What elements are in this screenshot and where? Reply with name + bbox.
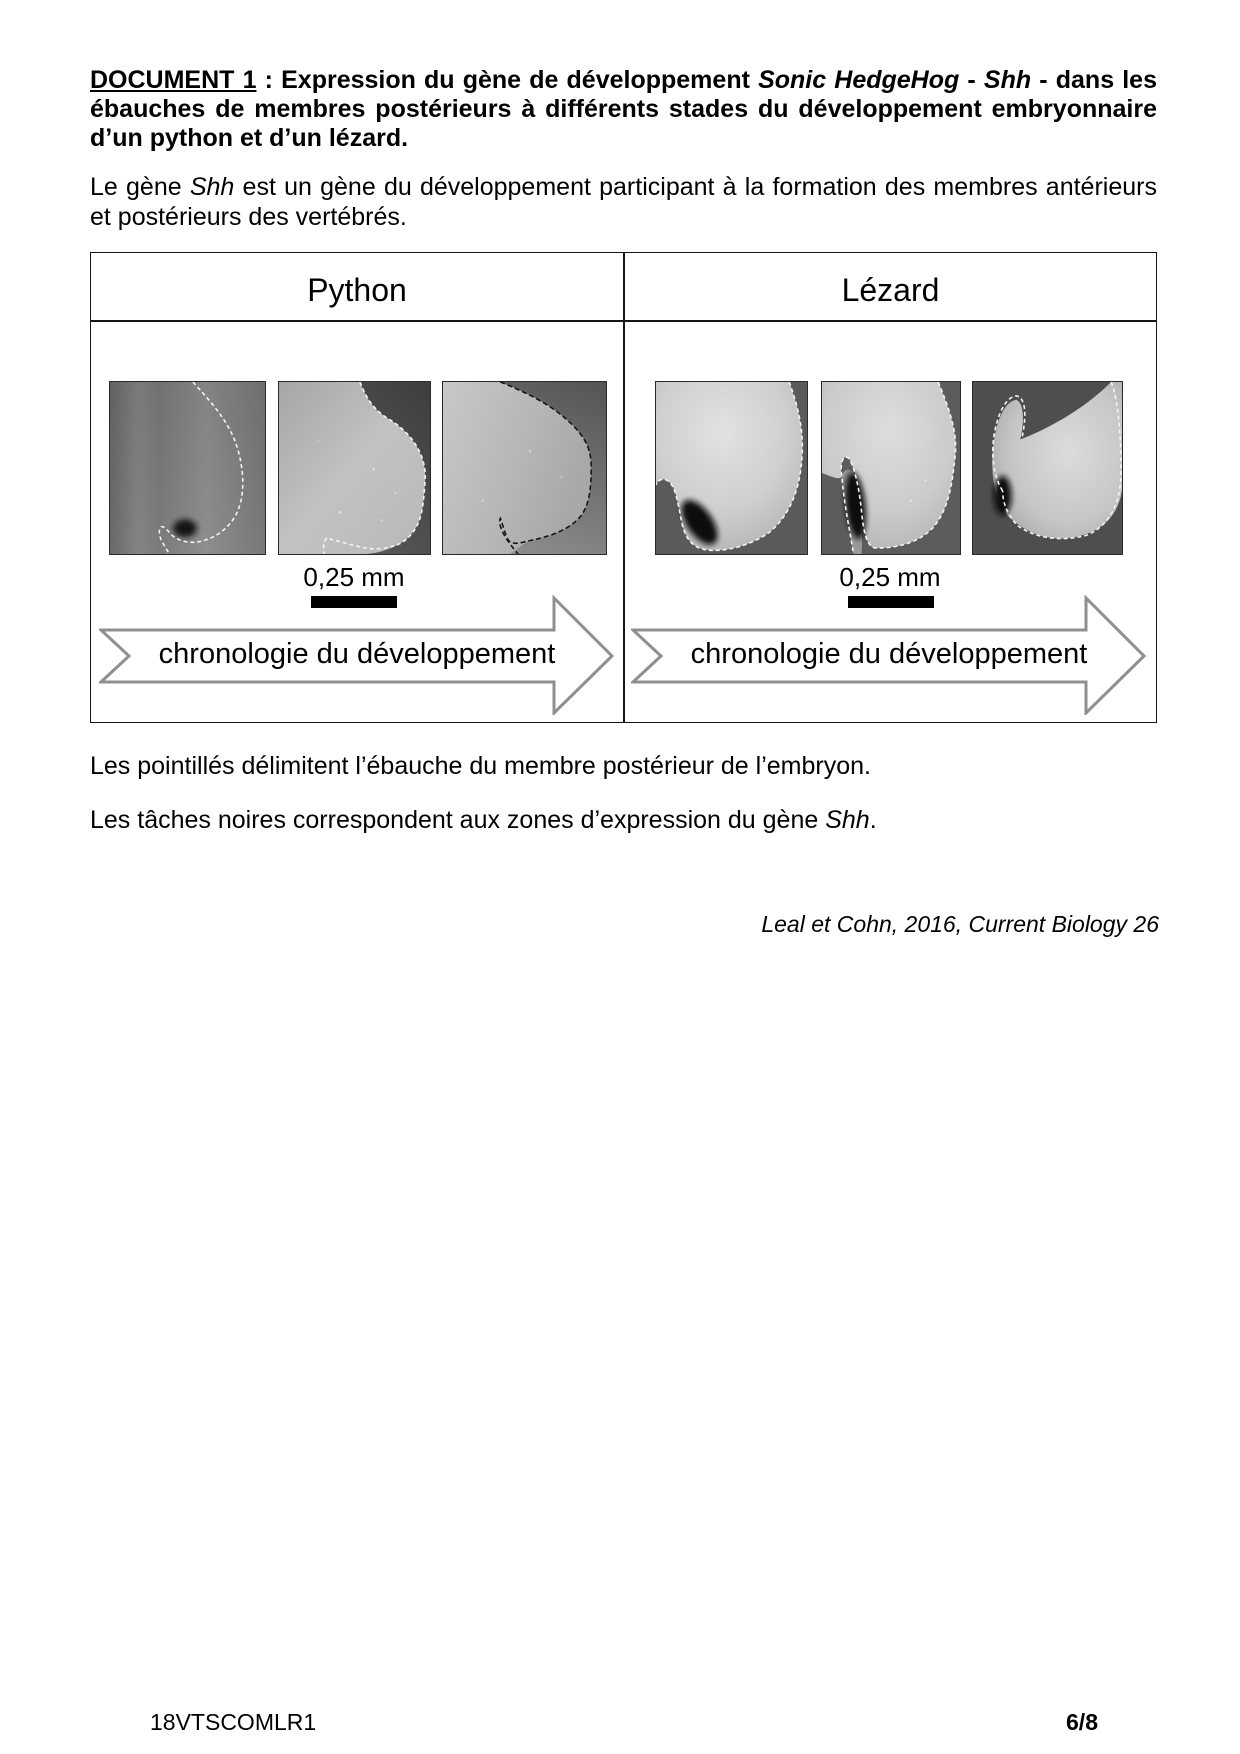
python-stage-2-photo	[278, 381, 431, 555]
intro-text-before: Le gène	[90, 173, 190, 201]
python-arrow-label: chronologie du développement	[158, 638, 556, 670]
footer-page-number: 6/8	[1066, 1709, 1098, 1735]
gene-full-name: Sonic HedgeHog	[758, 66, 960, 94]
lizard-panel	[624, 252, 1157, 723]
lizard-stage-2-photo	[821, 381, 961, 555]
source-citation: Leal et Cohn, 2016, Current Biology 26	[761, 911, 1159, 937]
document-title	[90, 66, 1157, 153]
python-header: Python	[307, 272, 407, 308]
title-dash: -	[959, 66, 984, 94]
lizard-stage-3-photo	[972, 381, 1123, 555]
note-text-after: .	[869, 806, 877, 834]
intro-gene-symbol: Shh	[189, 173, 235, 201]
lizard-scale-label: 0,25 mm	[839, 562, 941, 592]
intro-paragraph	[90, 172, 1157, 232]
title-separator: :	[256, 66, 282, 94]
lizard-arrow-label: chronologie du développement	[690, 638, 1088, 670]
document-label: DOCUMENT 1	[90, 66, 257, 94]
lizard-stage-1-photo	[655, 381, 808, 555]
gene-symbol: Shh	[983, 66, 1032, 94]
python-stage-1-photo	[109, 381, 266, 555]
intro-text-after: est un gène du développement participant à la formation des membres antérieurs et postérieurs des vertébrés.	[90, 173, 1157, 231]
python-stage-3-photo	[442, 381, 607, 555]
lizard-header: Lézard	[841, 272, 940, 308]
title-text-before: Expression du gène de développement	[281, 66, 759, 94]
python-scale-label: 0,25 mm	[303, 562, 405, 592]
title-text-after: - dans les ébauches de membres postérieurs à différents stades du développement embryonnaire d’un python et d’un lézard.	[90, 66, 1157, 152]
note-gene-symbol: Shh	[825, 806, 870, 834]
note-text-before: Les tâches noires correspondent aux zones d’expression du gène	[90, 806, 826, 834]
note-dotted-lines: Les pointillés délimitent l’ébauche du membre postérieur de l’embryon.	[90, 752, 871, 780]
python-panel	[90, 252, 624, 723]
footer-exam-code: 18VTSCOMLR1	[150, 1709, 317, 1735]
note-black-spots	[90, 805, 1157, 835]
shh-expression-spot	[173, 519, 197, 537]
